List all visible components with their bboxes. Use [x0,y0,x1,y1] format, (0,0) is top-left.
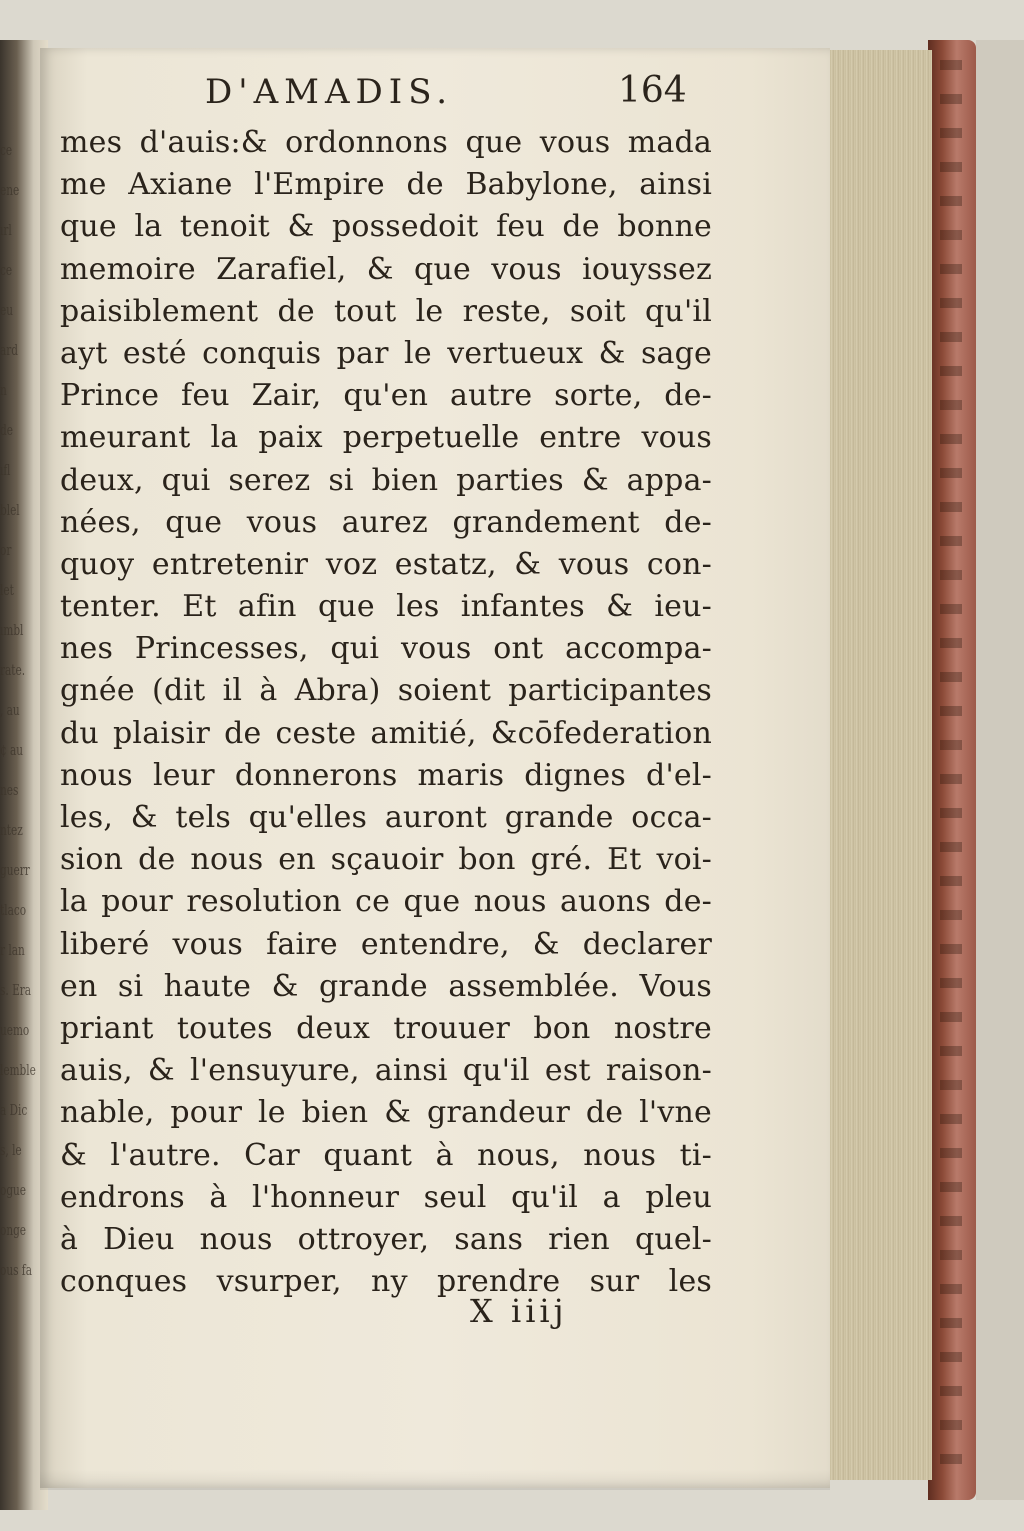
previous-page-fragment: de [0,421,13,439]
previous-page-fragment: ce [0,261,13,279]
previous-page-fragment: ard [0,341,19,359]
text-line: endrons à l'honneur seul qu'il a pleu [60,1179,712,1215]
text-line: paisiblement de tout le reste, soit qu'il [60,293,712,329]
text-line: nable, pour le bien & grandeur de l'vne [60,1095,712,1131]
text-line: & l'autre. Car quant à nous, nous ti- [60,1137,712,1173]
page-number: 164 [618,70,687,111]
previous-page-fragment: ımbl [0,621,24,639]
text-line: memoire Zarafiel, & que vous iouyssez [60,251,712,287]
body-text [60,122,712,1303]
previous-page-fragment: n [0,381,7,399]
previous-page-sliver [0,130,40,1350]
previous-page-fragment: ırl [0,221,12,239]
signature-mark: X iiij [470,1292,568,1330]
previous-page-fragment: ıfl [0,461,11,479]
text-line: me Axiane l'Empire de Babylone, ainsi [60,167,712,203]
text-line: nées, que vous aurez grandement de- [60,504,712,540]
text-line: mes d'auis:& ordonnons que vous mada [60,125,712,160]
previous-page-fragment: ntez [0,821,23,839]
text-line: en si haute & grande assemblée. Vous [60,968,712,1004]
text-line: sion de nous en sçauoir bon gré. Et voi- [60,842,712,878]
text-line: les, & tels qu'elles auront grande occa- [60,800,712,835]
previous-page-fragment: nes [0,781,19,799]
previous-page-fragment: , au [0,701,20,719]
previous-page-fragment: ce [0,141,13,159]
text-line: deux, qui serez si bien parties & appa- [60,462,712,498]
previous-page-fragment: blel [0,501,20,519]
text-line: que la tenoit & possedoit feu de bonne [60,209,712,245]
cover-texture [940,60,962,1480]
text-line: conques vsurper, ny prendre sur les [60,1264,712,1300]
previous-page-fragment: eu [0,301,13,319]
previous-page-fragment: guerr [0,861,30,879]
previous-page-fragment: lemble [0,1061,36,1079]
text-line: nous leur donnerons maris dignes d'el- [60,757,712,793]
page-edges [818,50,932,1480]
previous-page-fragment: tlaco [0,901,27,919]
text-line: auis, & l'ensuyure, ainsi qu'il est raison- [60,1053,712,1089]
text-line: du plaisir de ceste amitié, &cōfederation [60,715,712,751]
previous-page-fragment: ¢ au [0,741,24,759]
previous-page-fragment: ene [0,181,20,199]
previous-page-fragment: ogue [0,1181,27,1199]
previous-page-fragment: r lan [0,941,25,959]
previous-page-fragment: a Dic [0,1101,28,1119]
text-line: à Dieu nous ottroyer, sans rien quel- [60,1221,712,1257]
scan-margin-right [976,40,1024,1500]
page-shadow [40,1470,830,1490]
previous-page-fragment: onge [0,1221,27,1239]
previous-page-fragment: s. Era [0,981,32,999]
text-line: ayt esté conquis par le vertueux & sage [60,335,712,371]
previous-page-fragment: uemo [0,1021,30,1039]
text-line: priant toutes deux trouuer bon nostre [60,1010,712,1046]
text-line: gnée (dit il à Abra) soient participantes [60,673,712,709]
text-line: la pour resolution ce que nous auons de- [60,884,712,920]
running-title: D'AMADIS. [205,72,454,112]
text-line: Prince feu Zair, qu'en autre sorte, de- [60,378,712,414]
previous-page-fragment: ous fa [0,1261,32,1279]
text-line: quoy entretenir voz estatz, & vous con- [60,546,712,582]
previous-page-fragment: s, le [0,1141,22,1159]
previous-page-fragment: or [0,541,12,559]
previous-page-fragment: let [0,581,14,599]
text-line: nes Princesses, qui vous ont accompa- [60,631,712,667]
text-line: tenter. Et afin que les infantes & ieu- [60,589,712,625]
text-line: liberé vous faire entendre, & declarer [60,926,712,962]
previous-page-fragment: rate. [0,661,26,679]
text-line: meurant la paix perpetuelle entre vous [60,420,712,456]
